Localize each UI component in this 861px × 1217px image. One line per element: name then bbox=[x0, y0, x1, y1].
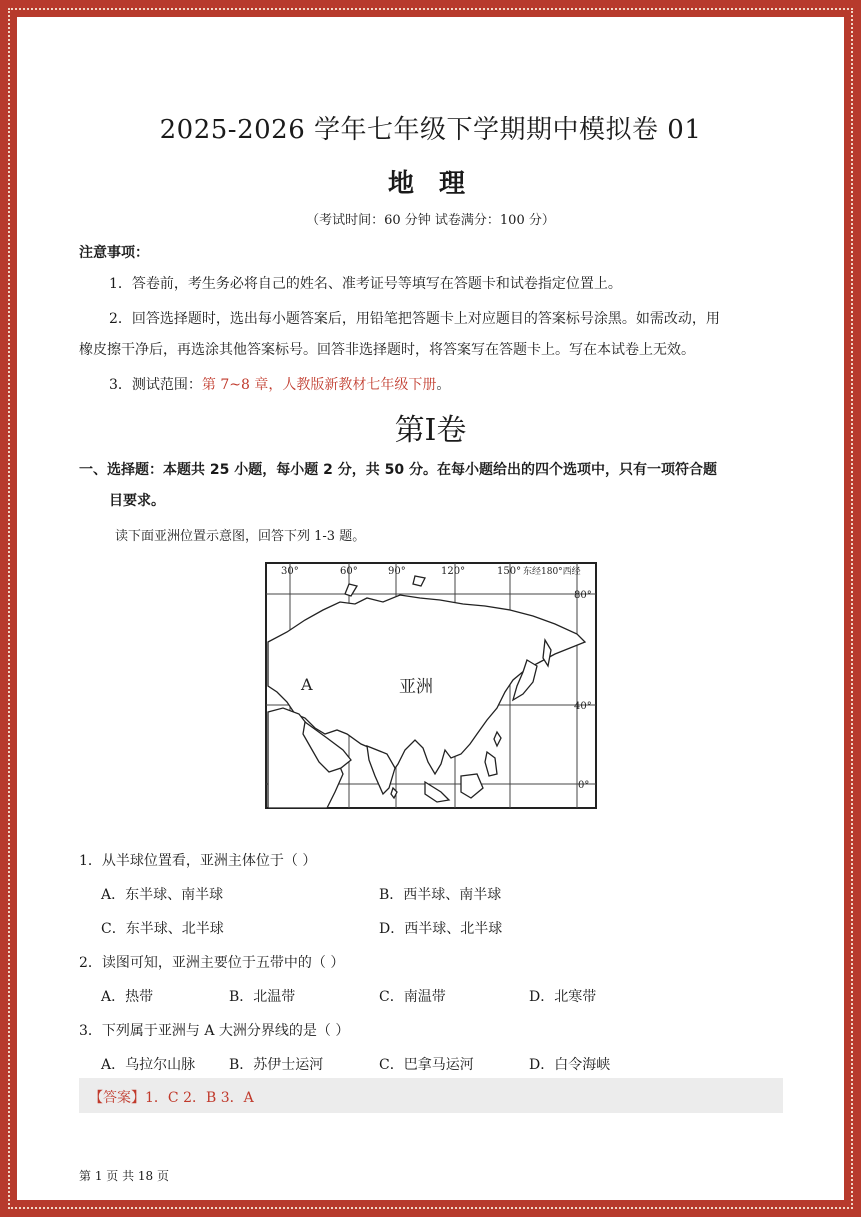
exam-title: 2025-2026 学年七年级下学期期中模拟卷 01 bbox=[159, 115, 702, 145]
question-3-option-c: C．巴拿马运河 bbox=[379, 1057, 474, 1073]
question-1-stem: 1．从半球位置看，亚洲主体位于（ ） bbox=[79, 853, 317, 869]
map-label-30: 30° bbox=[281, 566, 299, 577]
map-label-90: 90° bbox=[388, 566, 406, 577]
map-label-120: 120° bbox=[441, 566, 466, 577]
notice-item-3-prefix: 3．测试范围： bbox=[109, 377, 202, 393]
question-intro: 读下面亚洲位置示意图，回答下列 1-3 题。 bbox=[115, 529, 366, 544]
question-1-option-c: C．东半球、北半球 bbox=[101, 921, 224, 937]
question-3-option-b: B．苏伊士运河 bbox=[229, 1057, 324, 1073]
question-2-option-b: B．北温带 bbox=[229, 989, 296, 1005]
map-label-lat-80: 80° bbox=[574, 590, 592, 601]
subject-title: 地 理 bbox=[387, 169, 474, 199]
question-2-option-c: C．南温带 bbox=[379, 989, 446, 1005]
volume-heading: 第Ⅰ卷 bbox=[394, 413, 467, 448]
question-1-option-d: D．西半球、北半球 bbox=[379, 921, 503, 937]
question-2-stem: 2．读图可知，亚洲主要位于五带中的（ ） bbox=[79, 955, 345, 971]
section-heading bbox=[79, 455, 799, 517]
notice-item-3 bbox=[109, 370, 450, 401]
document-page bbox=[17, 17, 844, 1200]
notice-item-2-line2: 橡皮擦干净后，再选涂其他答案标号。回答非选择题时，将答案写在答题卡上。写在本试卷上无效。 bbox=[79, 342, 695, 358]
map-label-a: A bbox=[301, 675, 313, 694]
answer-box bbox=[79, 1078, 783, 1113]
section-heading-line1: 一、选择题：本题共 25 小题，每小题 2 分，共 50 分。在每小题给出的四个选项中，只有一项符合题 bbox=[79, 462, 717, 478]
answer-text: 【答案】1．C 2．B 3．A bbox=[89, 1090, 254, 1106]
map-label-150: 150° bbox=[497, 566, 522, 577]
notice-item-1: 1．答卷前，考生务必将自己的姓名、准考证号等填写在答题卡和试卷指定位置上。 bbox=[109, 276, 622, 292]
notice-heading: 注意事项： bbox=[79, 245, 149, 261]
question-3-option-d: D．白令海峡 bbox=[529, 1057, 611, 1073]
page-number-footer: 第 1 页 共 18 页 bbox=[79, 1169, 169, 1183]
notice-item-2-line1: 2．回答选择题时，选出每小题答案后，用铅笔把答题卡上对应题目的答案标号涂黑。如需改动，用 bbox=[109, 311, 720, 327]
question-1-option-a: A．东半球、南半球 bbox=[101, 887, 224, 903]
map-label-asia: 亚洲 bbox=[399, 677, 433, 697]
map-label-60: 60° bbox=[340, 566, 358, 577]
section-heading-line2: 目要求。 bbox=[109, 493, 165, 509]
question-3-option-a: A．乌拉尔山脉 bbox=[101, 1057, 196, 1073]
test-scope: 第 7~8 章，人教版新教材七年级下册 bbox=[201, 377, 437, 393]
question-2-option-d: D．北寒带 bbox=[529, 989, 597, 1005]
map-label-lat-40: 40° bbox=[574, 701, 592, 712]
question-1-option-b: B．西半球、南半球 bbox=[379, 887, 502, 903]
question-3-stem: 3．下列属于亚洲与 A 大洲分界线的是（ ） bbox=[79, 1023, 350, 1039]
question-2-option-a: A．热带 bbox=[101, 989, 154, 1005]
map-label-180: 东经180°西经 bbox=[523, 567, 581, 577]
exam-info: （考试时间：60 分钟 试卷满分：100 分） bbox=[306, 213, 555, 228]
map-label-lat-0: 0° bbox=[578, 780, 590, 791]
notice-item-3-suffix: 。 bbox=[436, 377, 451, 393]
asia-location-map bbox=[265, 562, 597, 809]
